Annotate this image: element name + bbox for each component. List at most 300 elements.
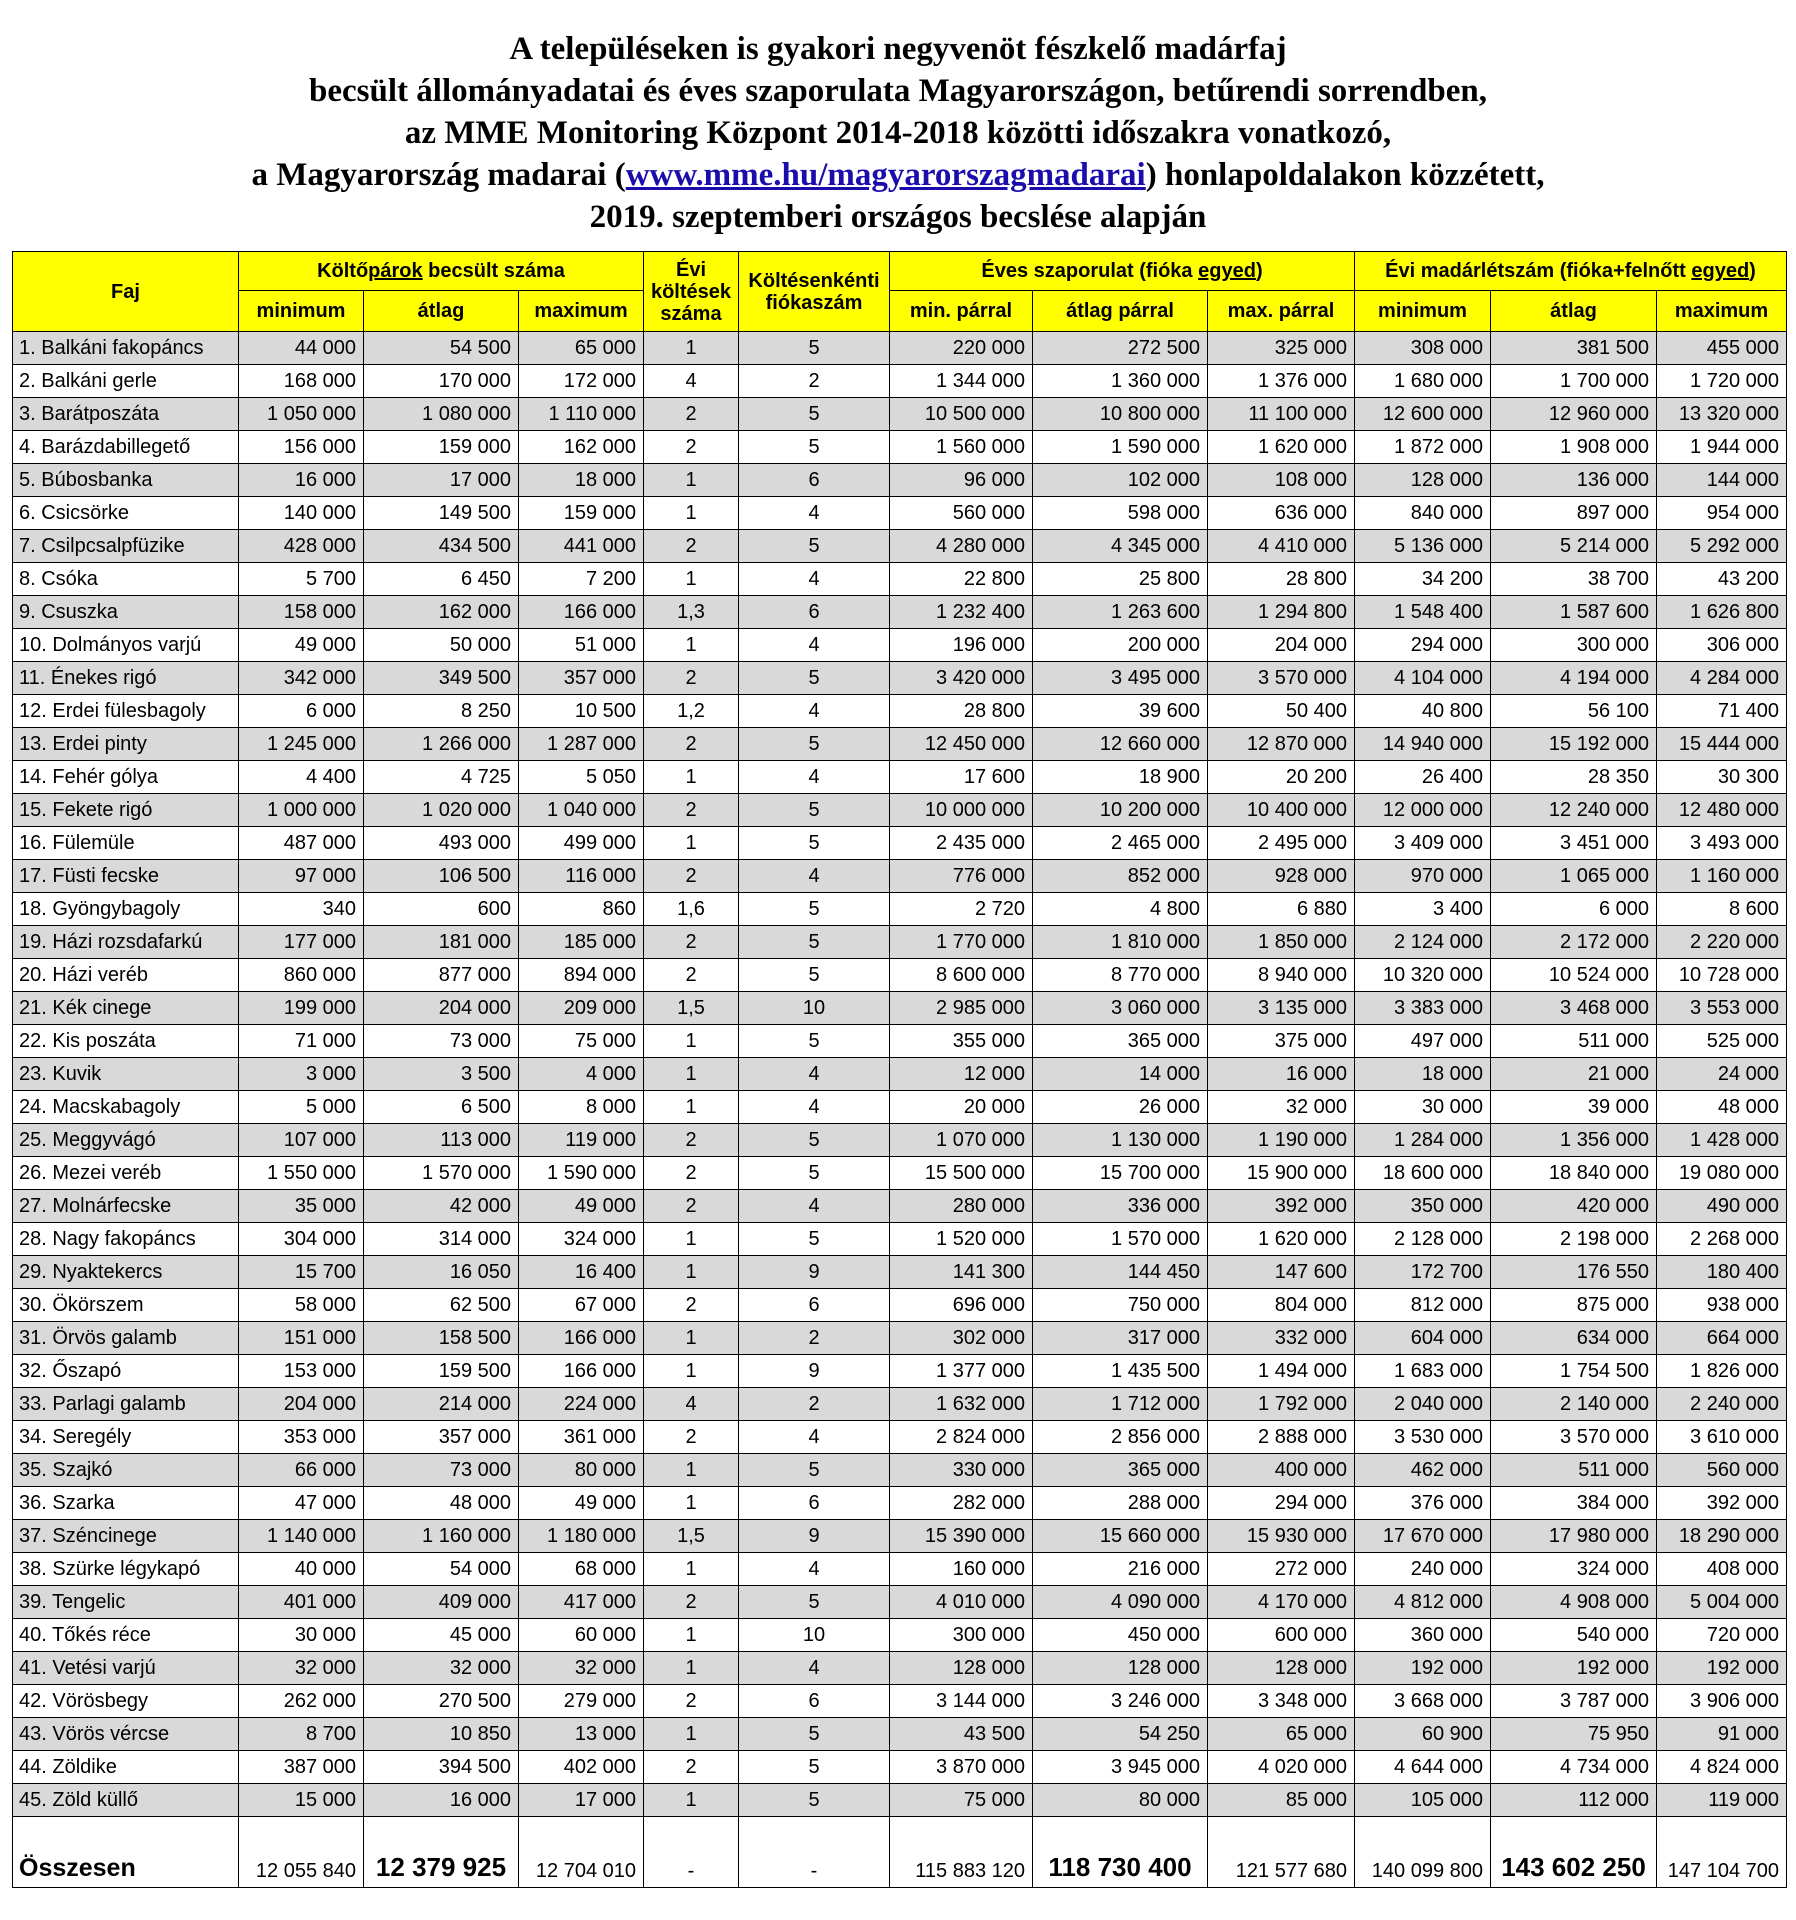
count-min: 30 000 xyxy=(1355,1091,1491,1124)
chicks-per-brood: 4 xyxy=(739,1553,890,1586)
annual-average: 3 495 000 xyxy=(1033,662,1208,695)
table-row xyxy=(13,761,1787,794)
header-total-text: Évi madárlétszám (fióka+felnőtt xyxy=(1385,260,1692,282)
chicks-per-brood: 4 xyxy=(739,761,890,794)
count-min: 360 000 xyxy=(1355,1619,1491,1652)
pairs-max: 324 000 xyxy=(519,1223,644,1256)
annual-average: 2 856 000 xyxy=(1033,1421,1208,1454)
annual-max: 2 495 000 xyxy=(1208,827,1355,860)
pairs-min: 15 000 xyxy=(239,1784,364,1817)
annual-max: 375 000 xyxy=(1208,1025,1355,1058)
pairs-max: 49 000 xyxy=(519,1190,644,1223)
bird-population-table xyxy=(12,251,1787,1888)
count-min: 34 200 xyxy=(1355,563,1491,596)
broods-per-year: 1,5 xyxy=(644,1520,739,1553)
count-max: 91 000 xyxy=(1657,1718,1787,1751)
title-line-4 xyxy=(0,154,1796,196)
chicks-per-brood: 10 xyxy=(739,1619,890,1652)
pairs-max: 10 500 xyxy=(519,695,644,728)
broods-per-year: 1,2 xyxy=(644,695,739,728)
annual-max: 6 880 xyxy=(1208,893,1355,926)
chicks-per-brood: 4 xyxy=(739,860,890,893)
pairs-max: 5 050 xyxy=(519,761,644,794)
annual-min: 1 632 000 xyxy=(890,1388,1033,1421)
count-min: 376 000 xyxy=(1355,1487,1491,1520)
total-broods: - xyxy=(644,1817,739,1888)
table-row xyxy=(13,398,1787,431)
species-name: 22. Kis poszáta xyxy=(13,1025,239,1058)
species-name: 41. Vetési varjú xyxy=(13,1652,239,1685)
annual-average: 8 770 000 xyxy=(1033,959,1208,992)
species-name: 20. Házi veréb xyxy=(13,959,239,992)
count-min: 4 644 000 xyxy=(1355,1751,1491,1784)
annual-average: 39 600 xyxy=(1033,695,1208,728)
count-average: 1 908 000 xyxy=(1491,431,1657,464)
table-row xyxy=(13,497,1787,530)
pairs-max: 499 000 xyxy=(519,827,644,860)
table-row xyxy=(13,728,1787,761)
pairs-min: 35 000 xyxy=(239,1190,364,1223)
header-breeding-pairs-text-2: becsült száma xyxy=(422,260,565,282)
count-max: 664 000 xyxy=(1657,1322,1787,1355)
count-min: 308 000 xyxy=(1355,332,1491,365)
annual-min: 43 500 xyxy=(890,1718,1033,1751)
total-pairs-average: 12 379 925 xyxy=(364,1817,519,1888)
species-name: 16. Fülemüle xyxy=(13,827,239,860)
annual-average: 750 000 xyxy=(1033,1289,1208,1322)
table-row xyxy=(13,464,1787,497)
count-min: 128 000 xyxy=(1355,464,1491,497)
count-average: 384 000 xyxy=(1491,1487,1657,1520)
annual-min: 302 000 xyxy=(890,1322,1033,1355)
count-average: 17 980 000 xyxy=(1491,1520,1657,1553)
pairs-max: 166 000 xyxy=(519,1355,644,1388)
count-max: 408 000 xyxy=(1657,1553,1787,1586)
annual-min: 560 000 xyxy=(890,497,1033,530)
species-name: 45. Zöld küllő xyxy=(13,1784,239,1817)
count-max: 1 428 000 xyxy=(1657,1124,1787,1157)
species-name: 43. Vörös vércse xyxy=(13,1718,239,1751)
pairs-max: 51 000 xyxy=(519,629,644,662)
pairs-max: 16 400 xyxy=(519,1256,644,1289)
species-name: 14. Fehér gólya xyxy=(13,761,239,794)
annual-max: 1 190 000 xyxy=(1208,1124,1355,1157)
pairs-average: 159 500 xyxy=(364,1355,519,1388)
pairs-max: 1 040 000 xyxy=(519,794,644,827)
annual-min: 128 000 xyxy=(890,1652,1033,1685)
count-min: 2 124 000 xyxy=(1355,926,1491,959)
table-row xyxy=(13,431,1787,464)
pairs-average: 159 000 xyxy=(364,431,519,464)
annual-min: 1 520 000 xyxy=(890,1223,1033,1256)
pairs-max: 119 000 xyxy=(519,1124,644,1157)
pairs-average: 6 500 xyxy=(364,1091,519,1124)
count-max: 5 004 000 xyxy=(1657,1586,1787,1619)
table-row xyxy=(13,827,1787,860)
annual-max: 204 000 xyxy=(1208,629,1355,662)
title-line-4-end: ) honlapoldalakon közzétett, xyxy=(1145,157,1545,193)
table-row xyxy=(13,1619,1787,1652)
table-row xyxy=(13,1190,1787,1223)
species-name: 19. Házi rozsdafarkú xyxy=(13,926,239,959)
count-min: 18 000 xyxy=(1355,1058,1491,1091)
count-min: 14 940 000 xyxy=(1355,728,1491,761)
pairs-max: 441 000 xyxy=(519,530,644,563)
title-line-2: becsült állományadatai és éves szaporulata Magyarországon, betűrendi sorrendben, xyxy=(309,73,1487,109)
annual-max: 20 200 xyxy=(1208,761,1355,794)
header-pairs-maximum: maximum xyxy=(519,291,644,332)
count-min: 26 400 xyxy=(1355,761,1491,794)
annual-max: 16 000 xyxy=(1208,1058,1355,1091)
pairs-min: 204 000 xyxy=(239,1388,364,1421)
count-average: 38 700 xyxy=(1491,563,1657,596)
count-average: 5 214 000 xyxy=(1491,530,1657,563)
header-species: Faj xyxy=(13,252,239,332)
pairs-average: 349 500 xyxy=(364,662,519,695)
chicks-per-brood: 4 xyxy=(739,629,890,662)
annual-average: 336 000 xyxy=(1033,1190,1208,1223)
title-line-5: 2019. szeptemberi országos becslése alapján xyxy=(589,199,1207,235)
broods-per-year: 1,3 xyxy=(644,596,739,629)
header-annual-max: max. párral xyxy=(1208,291,1355,332)
annual-average: 1 810 000 xyxy=(1033,926,1208,959)
total-count-average: 143 602 250 xyxy=(1491,1817,1657,1888)
annual-min: 8 600 000 xyxy=(890,959,1033,992)
annual-min: 3 144 000 xyxy=(890,1685,1033,1718)
count-min: 497 000 xyxy=(1355,1025,1491,1058)
count-max: 392 000 xyxy=(1657,1487,1787,1520)
annual-min: 1 560 000 xyxy=(890,431,1033,464)
count-min: 1 680 000 xyxy=(1355,365,1491,398)
annual-min: 4 010 000 xyxy=(890,1586,1033,1619)
species-name: 28. Nagy fakopáncs xyxy=(13,1223,239,1256)
species-name: 4. Barázdabillegető xyxy=(13,431,239,464)
pairs-min: 168 000 xyxy=(239,365,364,398)
annual-average: 26 000 xyxy=(1033,1091,1208,1124)
header-breeding-pairs-underlined: párok xyxy=(368,260,423,282)
table-row xyxy=(13,893,1787,926)
title-line-3: az MME Monitoring Központ 2014-2018 közötti időszakra vonatkozó, xyxy=(404,115,1392,151)
pairs-average: 162 000 xyxy=(364,596,519,629)
pairs-max: 13 000 xyxy=(519,1718,644,1751)
annual-average: 1 435 500 xyxy=(1033,1355,1208,1388)
annual-max: 15 930 000 xyxy=(1208,1520,1355,1553)
annual-max: 1 376 000 xyxy=(1208,365,1355,398)
chicks-per-brood: 4 xyxy=(739,1652,890,1685)
count-average: 1 356 000 xyxy=(1491,1124,1657,1157)
count-average: 112 000 xyxy=(1491,1784,1657,1817)
pairs-min: 71 000 xyxy=(239,1025,364,1058)
species-name: 1. Balkáni fakopáncs xyxy=(13,332,239,365)
broods-per-year: 2 xyxy=(644,662,739,695)
pairs-average: 1 266 000 xyxy=(364,728,519,761)
table-row xyxy=(13,1454,1787,1487)
count-min: 18 600 000 xyxy=(1355,1157,1491,1190)
annual-max: 10 400 000 xyxy=(1208,794,1355,827)
annual-average: 1 130 000 xyxy=(1033,1124,1208,1157)
chicks-per-brood: 5 xyxy=(739,530,890,563)
pairs-min: 32 000 xyxy=(239,1652,364,1685)
pairs-average: 877 000 xyxy=(364,959,519,992)
pairs-average: 314 000 xyxy=(364,1223,519,1256)
annual-max: 804 000 xyxy=(1208,1289,1355,1322)
pairs-min: 342 000 xyxy=(239,662,364,695)
count-max: 560 000 xyxy=(1657,1454,1787,1487)
count-average: 2 140 000 xyxy=(1491,1388,1657,1421)
annual-average: 365 000 xyxy=(1033,1025,1208,1058)
annual-min: 1 770 000 xyxy=(890,926,1033,959)
annual-min: 15 500 000 xyxy=(890,1157,1033,1190)
broods-per-year: 1,5 xyxy=(644,992,739,1025)
annual-max: 325 000 xyxy=(1208,332,1355,365)
pairs-average: 181 000 xyxy=(364,926,519,959)
pairs-min: 1 550 000 xyxy=(239,1157,364,1190)
annual-max: 3 348 000 xyxy=(1208,1685,1355,1718)
count-max: 12 480 000 xyxy=(1657,794,1787,827)
title-line-1: A településeken is gyakori negyvenöt fészkelő madárfaj xyxy=(509,31,1287,67)
annual-average: 216 000 xyxy=(1033,1553,1208,1586)
count-average: 21 000 xyxy=(1491,1058,1657,1091)
annual-average: 200 000 xyxy=(1033,629,1208,662)
count-min: 350 000 xyxy=(1355,1190,1491,1223)
annual-max: 1 620 000 xyxy=(1208,431,1355,464)
chicks-per-brood: 5 xyxy=(739,1751,890,1784)
table-row xyxy=(13,563,1787,596)
annual-max: 147 600 xyxy=(1208,1256,1355,1289)
chicks-per-brood: 4 xyxy=(739,695,890,728)
pairs-max: 7 200 xyxy=(519,563,644,596)
chicks-per-brood: 5 xyxy=(739,794,890,827)
broods-per-year: 1 xyxy=(644,629,739,662)
species-name: 5. Búbosbanka xyxy=(13,464,239,497)
pairs-min: 1 050 000 xyxy=(239,398,364,431)
count-average: 75 950 xyxy=(1491,1718,1657,1751)
species-name: 40. Tőkés réce xyxy=(13,1619,239,1652)
table-row xyxy=(13,1388,1787,1421)
annual-average: 365 000 xyxy=(1033,1454,1208,1487)
broods-per-year: 2 xyxy=(644,1685,739,1718)
chicks-per-brood: 5 xyxy=(739,1718,890,1751)
count-average: 634 000 xyxy=(1491,1322,1657,1355)
count-max: 180 400 xyxy=(1657,1256,1787,1289)
pairs-min: 151 000 xyxy=(239,1322,364,1355)
annual-max: 600 000 xyxy=(1208,1619,1355,1652)
table-row xyxy=(13,1751,1787,1784)
species-name: 2. Balkáni gerle xyxy=(13,365,239,398)
pairs-max: 1 590 000 xyxy=(519,1157,644,1190)
count-min: 3 530 000 xyxy=(1355,1421,1491,1454)
annual-average: 317 000 xyxy=(1033,1322,1208,1355)
count-min: 3 409 000 xyxy=(1355,827,1491,860)
species-name: 17. Füsti fecske xyxy=(13,860,239,893)
header-annual-underlined: egyed xyxy=(1198,260,1256,282)
pairs-average: 357 000 xyxy=(364,1421,519,1454)
count-min: 172 700 xyxy=(1355,1256,1491,1289)
count-min: 1 683 000 xyxy=(1355,1355,1491,1388)
pairs-max: 279 000 xyxy=(519,1685,644,1718)
count-min: 294 000 xyxy=(1355,629,1491,662)
table-row xyxy=(13,629,1787,662)
header-annual-bird-count xyxy=(1355,252,1787,291)
annual-min: 2 720 xyxy=(890,893,1033,926)
broods-per-year: 1,6 xyxy=(644,893,739,926)
count-min: 462 000 xyxy=(1355,1454,1491,1487)
count-max: 144 000 xyxy=(1657,464,1787,497)
chicks-per-brood: 4 xyxy=(739,1190,890,1223)
pairs-min: 8 700 xyxy=(239,1718,364,1751)
chicks-per-brood: 2 xyxy=(739,365,890,398)
pairs-min: 1 140 000 xyxy=(239,1520,364,1553)
header-chicks-per-brood: Költésenkénti fiókaszám xyxy=(739,252,890,332)
species-name: 6. Csicsörke xyxy=(13,497,239,530)
count-max: 18 290 000 xyxy=(1657,1520,1787,1553)
count-average: 3 451 000 xyxy=(1491,827,1657,860)
pairs-average: 158 500 xyxy=(364,1322,519,1355)
chicks-per-brood: 4 xyxy=(739,1421,890,1454)
count-average: 511 000 xyxy=(1491,1025,1657,1058)
count-max: 30 300 xyxy=(1657,761,1787,794)
pairs-max: 172 000 xyxy=(519,365,644,398)
annual-max: 4 410 000 xyxy=(1208,530,1355,563)
pairs-average: 113 000 xyxy=(364,1124,519,1157)
pairs-min: 16 000 xyxy=(239,464,364,497)
broods-per-year: 1 xyxy=(644,1355,739,1388)
annual-average: 852 000 xyxy=(1033,860,1208,893)
species-name: 26. Mezei veréb xyxy=(13,1157,239,1190)
header-total-minimum: minimum xyxy=(1355,291,1491,332)
count-max: 48 000 xyxy=(1657,1091,1787,1124)
count-average: 2 172 000 xyxy=(1491,926,1657,959)
pairs-average: 4 725 xyxy=(364,761,519,794)
pairs-max: 357 000 xyxy=(519,662,644,695)
species-name: 37. Széncinege xyxy=(13,1520,239,1553)
annual-average: 450 000 xyxy=(1033,1619,1208,1652)
table-row xyxy=(13,332,1787,365)
chicks-per-brood: 4 xyxy=(739,1058,890,1091)
annual-max: 3 570 000 xyxy=(1208,662,1355,695)
pairs-max: 67 000 xyxy=(519,1289,644,1322)
count-min: 3 400 xyxy=(1355,893,1491,926)
header-total-underlined: egyed xyxy=(1691,260,1750,282)
species-name: 44. Zöldike xyxy=(13,1751,239,1784)
count-max: 2 220 000 xyxy=(1657,926,1787,959)
total-pairs-min: 12 055 840 xyxy=(239,1817,364,1888)
species-name: 10. Dolmányos varjú xyxy=(13,629,239,662)
chicks-per-brood: 5 xyxy=(739,827,890,860)
header-annual-min: min. párral xyxy=(890,291,1033,332)
pairs-max: 209 000 xyxy=(519,992,644,1025)
annual-min: 220 000 xyxy=(890,332,1033,365)
annual-min: 3 420 000 xyxy=(890,662,1033,695)
pairs-max: 32 000 xyxy=(519,1652,644,1685)
chicks-per-brood: 5 xyxy=(739,662,890,695)
pairs-min: 3 000 xyxy=(239,1058,364,1091)
pairs-min: 1 000 000 xyxy=(239,794,364,827)
broods-per-year: 1 xyxy=(644,497,739,530)
annual-max: 50 400 xyxy=(1208,695,1355,728)
annual-min: 2 435 000 xyxy=(890,827,1033,860)
count-average: 4 734 000 xyxy=(1491,1751,1657,1784)
table-row xyxy=(13,1124,1787,1157)
pairs-min: 153 000 xyxy=(239,1355,364,1388)
broods-per-year: 1 xyxy=(644,1058,739,1091)
chicks-per-brood: 5 xyxy=(739,1124,890,1157)
broods-per-year: 2 xyxy=(644,860,739,893)
count-average: 6 000 xyxy=(1491,893,1657,926)
annual-average: 4 800 xyxy=(1033,893,1208,926)
count-max: 1 826 000 xyxy=(1657,1355,1787,1388)
table-row xyxy=(13,1157,1787,1190)
chicks-per-brood: 6 xyxy=(739,596,890,629)
annual-min: 96 000 xyxy=(890,464,1033,497)
pairs-min: 387 000 xyxy=(239,1751,364,1784)
chicks-per-brood: 6 xyxy=(739,1487,890,1520)
chicks-per-brood: 5 xyxy=(739,1223,890,1256)
pairs-average: 409 000 xyxy=(364,1586,519,1619)
species-name: 13. Erdei pinty xyxy=(13,728,239,761)
count-min: 1 548 400 xyxy=(1355,596,1491,629)
annual-max: 12 870 000 xyxy=(1208,728,1355,761)
broods-per-year: 1 xyxy=(644,1454,739,1487)
pairs-average: 204 000 xyxy=(364,992,519,1025)
broods-per-year: 2 xyxy=(644,1190,739,1223)
header-annual-text: Éves szaporulat (fióka xyxy=(981,260,1199,282)
pairs-average: 1 080 000 xyxy=(364,398,519,431)
table-row xyxy=(13,992,1787,1025)
count-average: 56 100 xyxy=(1491,695,1657,728)
count-min: 5 136 000 xyxy=(1355,530,1491,563)
pairs-average: 493 000 xyxy=(364,827,519,860)
table-row xyxy=(13,1520,1787,1553)
total-annual-max: 121 577 680 xyxy=(1208,1817,1355,1888)
header-total-average: átlag xyxy=(1491,291,1657,332)
pairs-average: 48 000 xyxy=(364,1487,519,1520)
count-average: 192 000 xyxy=(1491,1652,1657,1685)
annual-min: 12 450 000 xyxy=(890,728,1033,761)
count-max: 4 284 000 xyxy=(1657,662,1787,695)
pairs-average: 3 500 xyxy=(364,1058,519,1091)
chicks-per-brood: 4 xyxy=(739,563,890,596)
total-annual-average: 118 730 400 xyxy=(1033,1817,1208,1888)
annual-min: 10 500 000 xyxy=(890,398,1033,431)
broods-per-year: 1 xyxy=(644,464,739,497)
pairs-average: 32 000 xyxy=(364,1652,519,1685)
pairs-min: 140 000 xyxy=(239,497,364,530)
annual-min: 355 000 xyxy=(890,1025,1033,1058)
chicks-per-brood: 5 xyxy=(739,1025,890,1058)
species-name: 18. Gyöngybagoly xyxy=(13,893,239,926)
pairs-max: 116 000 xyxy=(519,860,644,893)
count-max: 1 626 800 xyxy=(1657,596,1787,629)
annual-average: 15 700 000 xyxy=(1033,1157,1208,1190)
broods-per-year: 1 xyxy=(644,1025,739,1058)
annual-min: 1 344 000 xyxy=(890,365,1033,398)
species-name: 35. Szajkó xyxy=(13,1454,239,1487)
page-title xyxy=(0,28,1796,238)
count-average: 1 754 500 xyxy=(1491,1355,1657,1388)
annual-max: 32 000 xyxy=(1208,1091,1355,1124)
count-min: 4 104 000 xyxy=(1355,662,1491,695)
count-max: 2 240 000 xyxy=(1657,1388,1787,1421)
count-min: 105 000 xyxy=(1355,1784,1491,1817)
count-max: 1 160 000 xyxy=(1657,860,1787,893)
table-row xyxy=(13,1685,1787,1718)
count-average: 540 000 xyxy=(1491,1619,1657,1652)
chicks-per-brood: 5 xyxy=(739,398,890,431)
website-link[interactable]: www.mme.hu/magyarorszagmadarai xyxy=(625,157,1146,193)
count-max: 306 000 xyxy=(1657,629,1787,662)
broods-per-year: 2 xyxy=(644,1751,739,1784)
